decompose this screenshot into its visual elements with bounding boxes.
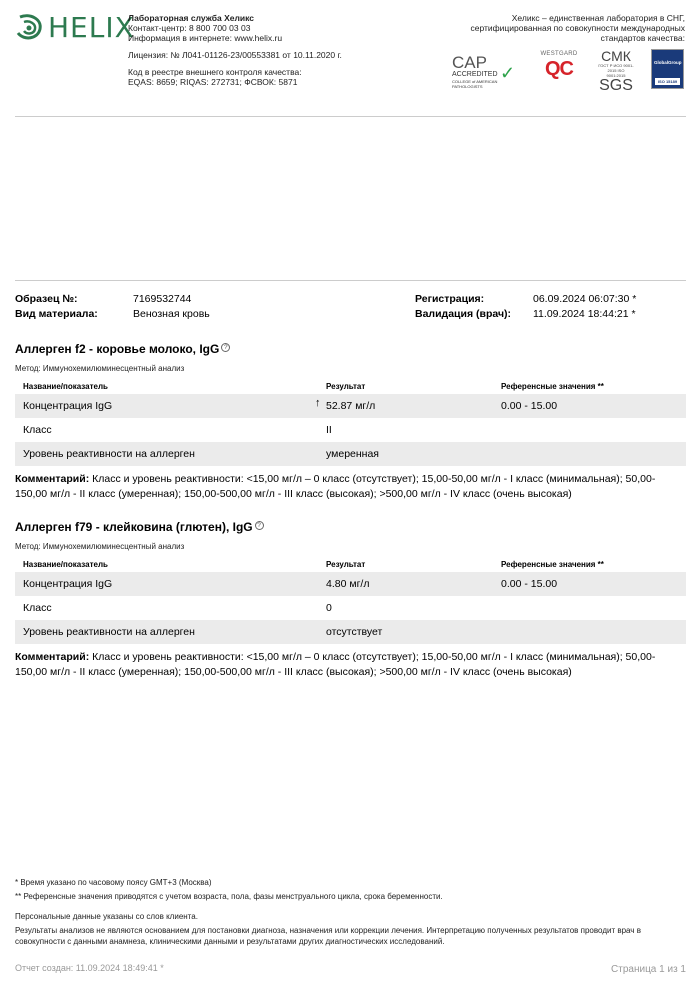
allergen-section (15, 341, 686, 502)
registry-info: Код в реестре внешнего контроля качества: (128, 67, 302, 77)
license-info: Лицензия: № Л041-01126-23/00553381 от 10.11.2020 г. (128, 50, 342, 60)
section-title-text: Аллерген f79 - клейковина (глютен), IgG (15, 520, 253, 534)
validation-value: 11.09.2024 18:44:21 * (533, 308, 636, 320)
contact-center: Контакт-центр: 8 800 700 03 03 (128, 23, 251, 33)
sgs-text: SGS (599, 77, 633, 94)
arrow-up-icon: ↑ (315, 397, 321, 409)
website-info: Информация в интернете: www.helix.ru (128, 33, 283, 43)
column-name-header: Название/показатель (23, 560, 108, 569)
lab-name: Лабораторная служба Хеликс (128, 13, 254, 23)
table-row (15, 572, 686, 596)
lab-info (128, 13, 388, 87)
method-label: Метод: Иммунохемилюминесцентный анализ (15, 364, 185, 373)
cap-logo-subtext: ACCREDITED (452, 71, 498, 78)
row-result: отсутствует (326, 626, 383, 638)
certification-line-2: сертифицированная по совокупности международных (470, 23, 685, 33)
method-label: Метод: Иммунохемилюминесцентный анализ (15, 542, 185, 551)
validation-label: Валидация (врач): (415, 308, 512, 320)
row-result: 0 (326, 602, 332, 614)
column-name-header: Название/показатель (23, 382, 108, 391)
row-name: Класс (23, 602, 52, 614)
personal-data-note: Персональные данные указаны со слов клиента. (15, 912, 198, 921)
comment-label: Комментарий: (15, 651, 90, 663)
certification-note (425, 13, 685, 43)
section-title-text: Аллерген f2 - коровье молоко, IgG (15, 342, 220, 356)
sample-label: Образец №: (15, 293, 78, 305)
iso-text: ГОСТ Р ИСО 9001-2015 ISO 9001:2015 (598, 63, 634, 78)
row-reference: 0.00 - 15.00 (501, 400, 558, 412)
certification-logos (452, 48, 687, 92)
table-row (15, 418, 686, 442)
column-reference-header: Референсные значения ** (501, 560, 604, 569)
results-table (15, 558, 686, 644)
disclaimer-note: Результаты анализов не являются основанием для постановки диагноза, назначения или коррекции лечения. Интерпретацию полученных результатов проводит врач в совокупности с данными анамнеза, клиническими данными и результатами других диагностических исследований. (15, 926, 641, 946)
cap-logo-caption: COLLEGE of AMERICAN PATHOLOGISTS (452, 79, 498, 89)
registration-label: Регистрация: (415, 293, 485, 305)
certification-line-1: Хеликс – единственная лаборатория в СНГ, (511, 13, 685, 23)
allergen-section (15, 519, 686, 680)
row-name: Концентрация IgG (23, 400, 113, 412)
row-name: Класс (23, 424, 52, 436)
report-created: Отчет создан: 11.09.2024 18:49:41 * (15, 963, 164, 973)
header-divider (15, 116, 686, 117)
table-row (15, 596, 686, 620)
section-title (15, 519, 686, 535)
timezone-note: * Время указано по часовому поясу GMT+3 (Москва) (15, 878, 212, 887)
comment-label: Комментарий: (15, 473, 90, 485)
registration-value: 06.09.2024 06:07:30 * (533, 293, 637, 305)
comment-block (15, 472, 686, 502)
table-row (15, 620, 686, 644)
reference-note: ** Референсные значения приводятся с учетом возраста, пола, фазы менструального цикла, срока беременности. (15, 892, 443, 901)
info-icon[interactable]: ? (221, 343, 230, 352)
row-result: 52.87 мг/л (326, 400, 376, 412)
registry-codes: EQAS: 8659; RIQAS: 272731; ФСВОК: 5871 (128, 77, 298, 87)
results-table (15, 380, 686, 466)
column-result-header: Результат (326, 560, 366, 569)
smk-text: СМК (601, 48, 631, 64)
westgard-qc-logo (538, 51, 580, 81)
qc-text: QC (545, 58, 573, 80)
row-reference: 0.00 - 15.00 (501, 578, 558, 590)
westgard-text: WESTGARD (540, 51, 578, 57)
table-row (15, 394, 686, 418)
sample-value: 7169532744 (133, 293, 192, 305)
table-row (15, 442, 686, 466)
cap-accredited-logo (452, 53, 527, 89)
row-name: Уровень реактивности на аллерген (23, 448, 195, 460)
page-number: Страница 1 из 1 (611, 964, 686, 975)
globalgroup-iso-logo (651, 49, 684, 89)
certification-line-3: стандартов качества: (600, 33, 685, 43)
checkmark-icon: ✓ (500, 63, 516, 83)
meta-divider (15, 280, 686, 281)
row-result: умеренная (326, 448, 379, 460)
smk-sgs-logo (598, 48, 634, 94)
column-result-header: Результат (326, 382, 366, 391)
globalgroup-text: GlobalGroup (654, 60, 682, 65)
column-reference-header: Референсные значения ** (501, 382, 604, 391)
table-header (15, 380, 686, 394)
info-icon[interactable]: ? (255, 521, 264, 530)
cap-logo-text: CAP (452, 53, 487, 72)
report-header (0, 0, 700, 100)
material-label: Вид материала: (15, 308, 98, 320)
row-name: Концентрация IgG (23, 578, 113, 590)
material-value: Венозная кровь (133, 308, 210, 320)
logo-wordmark: HELIX (48, 11, 135, 44)
comment-text: Класс и уровень реактивности: <15,00 мг/л – 0 класс (отсутствует); 15,00-50,00 мг/л - I класс (минимальная); 50,00-150,00 мг/л - II класс (умеренная); 150,00-500,00 мг/л - III класс (высокая); >500,00 мг/л - IV класс (очень высокая) (15, 651, 656, 678)
comment-text: Класс и уровень реактивности: <15,00 мг/л – 0 класс (отсутствует); 15,00-50,00 мг/л - I класс (минимальная); 50,00-150,00 мг/л - II класс (умеренная); 150,00-500,00 мг/л - III класс (высокая); >500,00 мг/л - IV класс (очень высокая) (15, 473, 656, 500)
row-result: II (326, 424, 332, 436)
comment-block (15, 650, 686, 680)
helix-logo-icon (14, 13, 46, 43)
section-title (15, 341, 686, 357)
table-header (15, 558, 686, 572)
iso15189-text: ISO 15189 (655, 78, 680, 85)
row-result: 4.80 мг/л (326, 578, 370, 590)
row-name: Уровень реактивности на аллерген (23, 626, 195, 638)
helix-logo (14, 11, 135, 44)
